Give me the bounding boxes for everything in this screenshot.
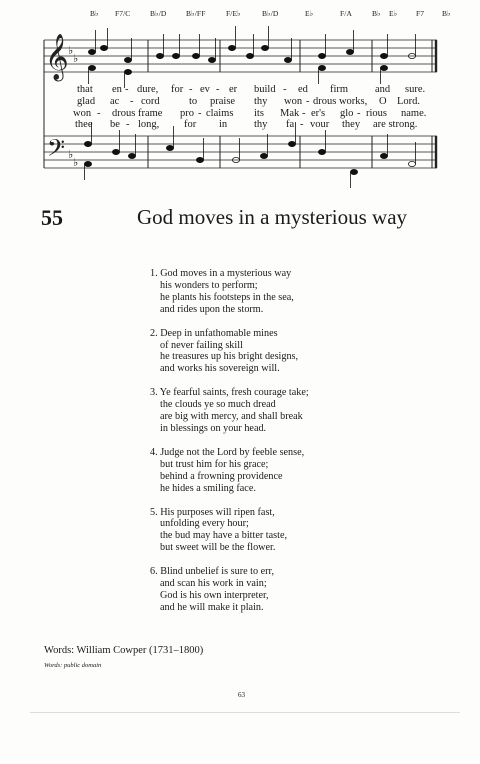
words-credit: Words: William Cowper (1731–1800)	[44, 645, 204, 656]
chord-symbol: F7/C	[115, 9, 131, 18]
chord-symbol: B♭/D	[150, 9, 167, 18]
chord-symbol: B♭	[90, 9, 99, 18]
lyric-syllable: er's	[311, 107, 326, 119]
verse-line: he hides a smiling face.	[160, 482, 256, 494]
lyric-syllable: en	[112, 84, 122, 95]
lyric-syllable: -	[198, 107, 202, 119]
copyright-note: Words: public domain	[44, 662, 102, 669]
chord-symbol: B♭	[372, 9, 381, 18]
lyric-syllable: thee	[75, 119, 93, 131]
key-signature-treble: ♭	[68, 44, 74, 57]
verse-line: 4. Judge not the Lord by feeble sense,	[150, 446, 305, 458]
verse-line: behind a frowning providence	[160, 470, 283, 482]
lyric-syllable: build	[254, 84, 276, 95]
verse-line: 2. Deep in unfathomable mines	[150, 327, 278, 339]
key-signature-bass: ♭	[73, 156, 79, 169]
lyric-syllable: ac	[110, 95, 120, 107]
lyric-syllable: ev	[200, 84, 210, 95]
verse-line: 5. His purposes will ripen fast,	[150, 506, 275, 518]
lyric-syllable: -	[97, 107, 101, 119]
chord-symbol: B♭/D	[262, 9, 279, 18]
verse	[150, 507, 309, 555]
verse-line: unfolding every hour;	[160, 518, 249, 530]
lyric-syllable: -	[302, 107, 306, 119]
chord-symbol: F7	[416, 9, 425, 18]
lyric-syllable: sure.	[405, 84, 426, 95]
lyric-syllable: er	[229, 84, 238, 95]
lyric-syllable: ed	[298, 84, 308, 95]
lyric-line	[70, 96, 450, 108]
verse-line: are big with mercy, and shall break	[160, 411, 303, 423]
verse-line: his wonders to perform;	[160, 279, 258, 291]
verse-line: the clouds ye so much dread	[160, 399, 276, 411]
lyric-syllable: -	[126, 119, 130, 131]
lyric-syllable: glad	[77, 95, 96, 107]
verse-line: 1. God moves in a mysterious way	[150, 268, 292, 279]
lyric-line	[70, 119, 450, 131]
lyric-syllable: they	[342, 119, 361, 131]
bass-staff	[44, 136, 437, 168]
lyric-line	[70, 84, 450, 96]
verse	[150, 447, 309, 495]
verse-line: 6. Blind unbelief is sure to err,	[150, 566, 275, 578]
verses	[150, 268, 309, 626]
lyric-syllable: claims	[206, 107, 234, 119]
verse	[150, 328, 309, 376]
lyric-syllable: its	[254, 107, 264, 119]
lyric-syllable: vour	[310, 119, 330, 131]
lyric-syllable: -	[300, 119, 304, 131]
chord-symbol: E♭	[305, 9, 314, 18]
bass-notes	[84, 122, 415, 188]
verse-line: the bud may have a bitter taste,	[160, 530, 288, 542]
verse-line: and works his sovereign will.	[160, 363, 280, 375]
lyric-syllable: pro	[180, 107, 194, 119]
lyric-syllable: rious	[366, 107, 387, 119]
lyric-syllable: thy	[254, 95, 268, 107]
page-edge-divider	[30, 712, 460, 713]
lyric-syllable: drous works,	[313, 95, 368, 107]
hymn-number: 55	[41, 205, 63, 230]
treble-clef-icon: 𝄞	[45, 34, 69, 80]
verse-line: but sweet will be the flower.	[160, 542, 276, 554]
hymn-title: God moves in a mysterious way	[137, 205, 408, 229]
lyric-syllable: Mak	[280, 107, 300, 119]
lyric-syllable: -	[125, 84, 129, 95]
verse-line: he plants his footsteps in the sea,	[160, 291, 294, 303]
lyric-syllable: drous frame	[112, 107, 163, 119]
lyric-syllable: Lord.	[397, 95, 421, 107]
lyric-line	[70, 108, 450, 120]
verse-line: and rides upon the storm.	[160, 303, 264, 315]
lyric-syllable: won	[73, 107, 92, 119]
verse-line: 3. Ye fearful saints, fresh courage take;	[150, 387, 309, 399]
verse	[150, 268, 309, 316]
lyric-syllable: firm	[330, 84, 349, 95]
lyric-syllable: long,	[138, 119, 160, 131]
verse-line: he treasures up his bright designs,	[160, 351, 299, 363]
treble-staff	[44, 40, 437, 72]
lyric-syllable: -	[283, 84, 287, 95]
lyric-syllable: glo	[340, 107, 354, 119]
verse	[150, 566, 309, 614]
chord-symbol: E♭	[389, 9, 398, 18]
lyrics-underlay	[70, 84, 450, 131]
lyric-syllable: for	[171, 84, 184, 95]
lyric-syllable: dure,	[137, 84, 159, 95]
chord-symbol: F/E♭	[226, 9, 241, 18]
chord-symbol: F/A	[340, 9, 352, 18]
bass-clef-icon: 𝄢	[47, 134, 66, 167]
verse-line: but trust him for his grace;	[160, 458, 269, 470]
lyric-syllable: that	[77, 84, 93, 95]
treble-notes	[88, 26, 415, 88]
lyric-syllable: O	[379, 95, 387, 107]
lyric-syllable: in	[219, 119, 228, 131]
verse	[150, 387, 309, 435]
lyric-syllable: -	[189, 84, 193, 95]
lyric-syllable: -	[306, 95, 310, 107]
lyric-syllable: -	[357, 107, 361, 119]
lyric-syllable: are strong.	[373, 119, 418, 131]
lyric-syllable: be	[110, 119, 120, 131]
verse-line: in blessings on your head.	[160, 422, 267, 434]
lyric-syllable: and	[375, 84, 391, 95]
chord-symbol: B♭	[442, 9, 451, 18]
verse-line: God is his own interpreter,	[160, 589, 269, 601]
lyric-syllable: thy	[254, 119, 268, 131]
key-signature-treble: ♭	[73, 52, 79, 65]
verse-line: and scan his work in vain;	[160, 578, 267, 590]
lyric-syllable: won	[284, 95, 303, 107]
lyric-syllable: for	[184, 119, 197, 131]
verse-line: of never failing skill	[160, 339, 243, 351]
key-signature-bass: ♭	[68, 148, 74, 161]
lyric-syllable: fa	[286, 119, 295, 131]
verse-line: and he will make it plain.	[160, 601, 264, 613]
lyric-syllable: praise	[210, 95, 236, 107]
chord-symbol: B♭/FF	[186, 9, 206, 18]
lyric-syllable: to	[189, 95, 198, 107]
lyric-syllable: -	[216, 84, 220, 95]
lyric-syllable: cord	[141, 95, 160, 107]
lyric-syllable: -	[130, 95, 134, 107]
page-number: 63	[238, 691, 245, 699]
lyric-syllable: name.	[401, 107, 427, 119]
